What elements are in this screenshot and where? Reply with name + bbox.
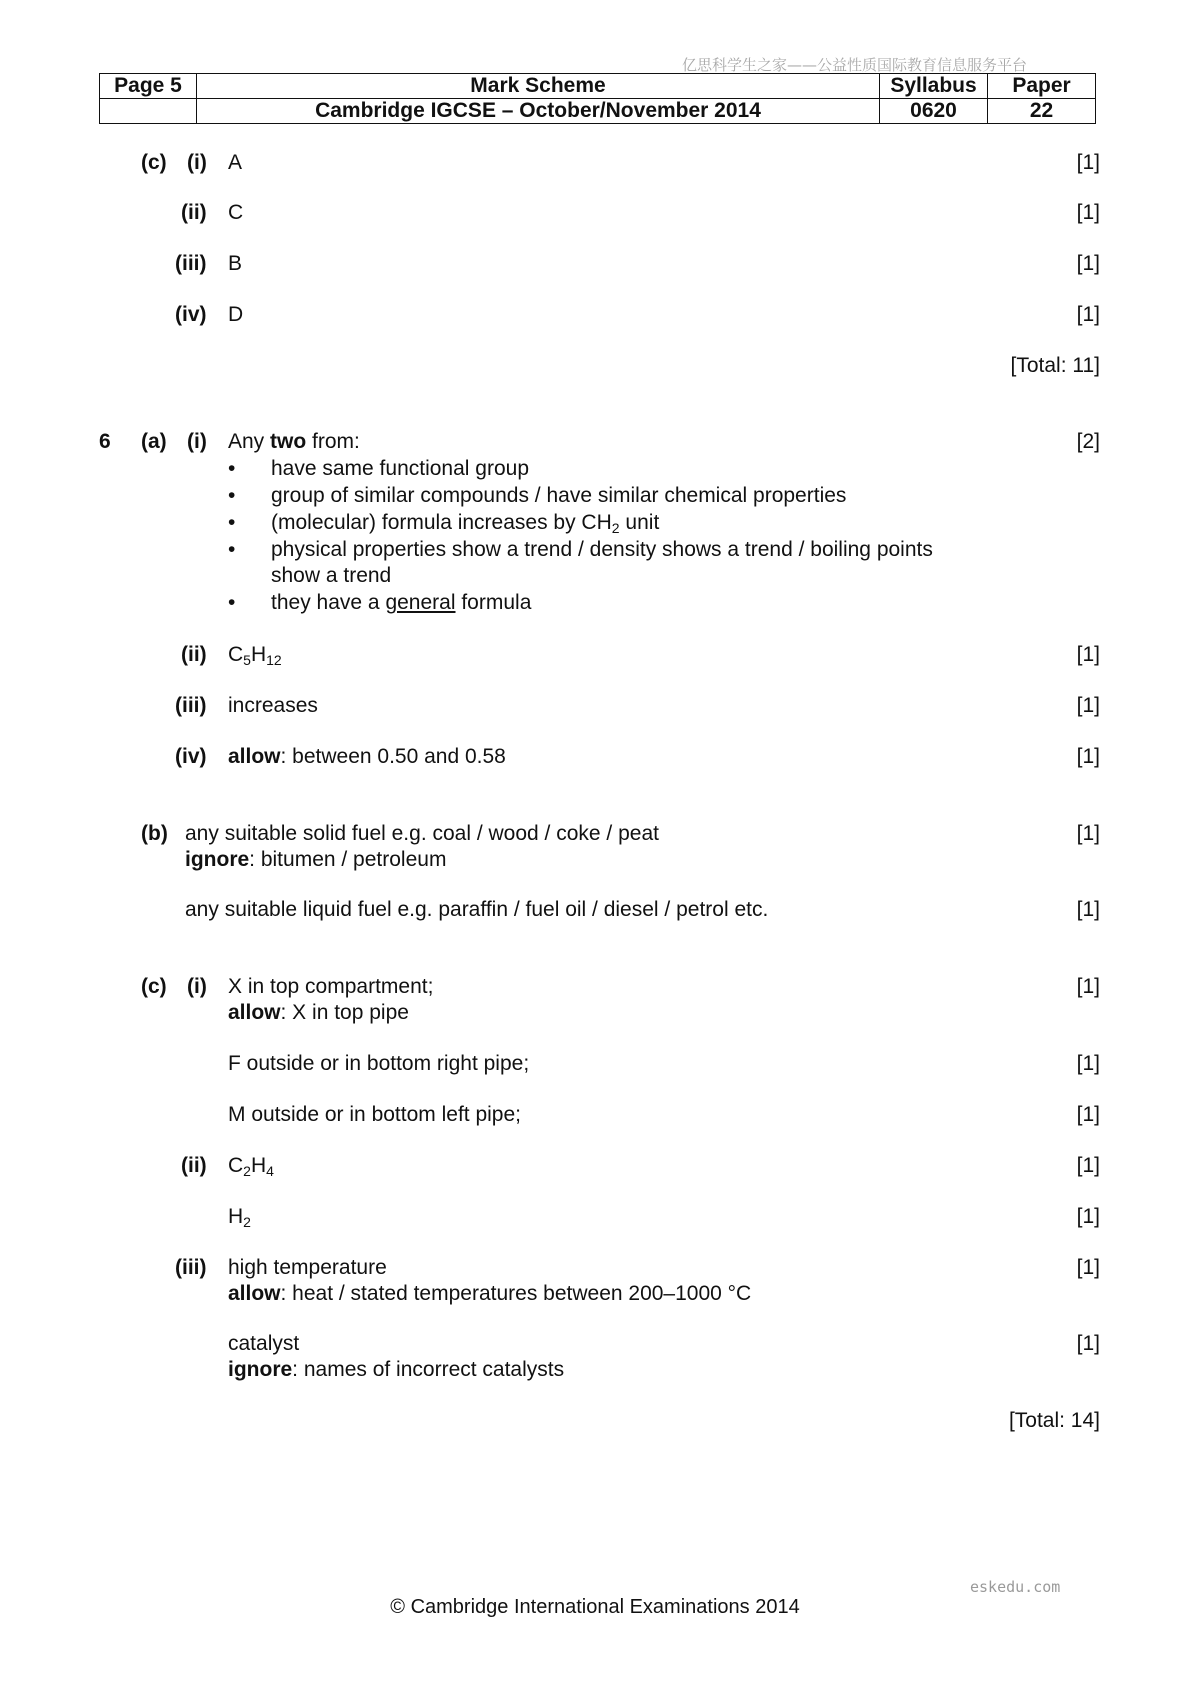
q6a-iv-mark: [1] [1076, 745, 1100, 768]
q5c-iv-label: (iv) [175, 303, 207, 326]
q6a-i-label: (i) [187, 430, 207, 453]
q5c-iv-answer: D [228, 303, 244, 326]
q6a-i-intro-pre: Any [228, 430, 265, 453]
q6c-iii-line2-note [228, 1357, 564, 1383]
q6c-ii-h-sub: 4 [266, 1163, 274, 1179]
q6c-iii-allow: allow [228, 1282, 281, 1305]
q6a-ii-label: (ii) [181, 643, 207, 666]
q6c-ii-c-sub: 2 [243, 1163, 251, 1179]
bullet-icon: • [228, 484, 236, 507]
bullet-icon: • [228, 538, 236, 561]
paper-number: 22 [988, 99, 1096, 124]
q6b-ignore-text: : bitumen / petroleum [249, 848, 447, 871]
q5c-iii-mark: [1] [1076, 252, 1100, 275]
document-subtitle: Cambridge IGCSE – October/November 2014 [197, 99, 880, 124]
q5c-i-label: (i) [187, 151, 207, 174]
q5c-i-mark: [1] [1076, 151, 1100, 174]
q6-total: [Total: 14] [1008, 1409, 1100, 1432]
q6b-line1: any suitable solid fuel e.g. coal / wood / coke / peat [185, 822, 659, 845]
q5-total: [Total: 11] [1010, 354, 1100, 377]
q5c-iii-label: (iii) [175, 252, 207, 275]
q6c-iii-line1: high temperature [228, 1256, 387, 1279]
q6a-ii-mark: [1] [1076, 643, 1100, 666]
q6c-ii-mark1: [1] [1076, 1154, 1100, 1177]
header-empty-cell [100, 99, 197, 124]
q6a-iv-bold: allow [228, 745, 281, 768]
watermark-bottom: eskedu.com [970, 1578, 1061, 1596]
bullet-icon: • [228, 457, 236, 480]
q6b-label: (b) [141, 822, 168, 845]
q5c-ii-label: (ii) [181, 201, 207, 224]
q6a-i-intro-post: from: [312, 430, 360, 453]
q5c-label: (c) [141, 151, 167, 174]
q6c-iii-allow-text: : heat / stated temperatures between 200–1000 °C [280, 1282, 752, 1305]
q5c-ii-answer: C [228, 201, 244, 224]
q6-number: 6 [99, 430, 111, 453]
q5c-i-answer: A [228, 151, 243, 174]
watermark-top: 亿思科学生之家——公益性质国际教育信息服务平台 [682, 56, 1028, 74]
q6b-line2: any suitable liquid fuel e.g. paraffin / fuel oil / diesel / petrol etc. [185, 898, 769, 921]
q6c-iii-line1-note [228, 1281, 751, 1307]
paper-label: Paper [988, 74, 1096, 99]
q6a-i-bullet-1: have same functional group [271, 457, 529, 480]
syllabus-label: Syllabus [880, 74, 988, 99]
q6c-i-label: (i) [187, 975, 207, 998]
q6a-i-bullet-4: physical properties show a trend / density shows a trend / boiling points [271, 538, 933, 561]
q5c-iv-mark: [1] [1076, 303, 1100, 326]
q6a-i-bullet-2: group of similar compounds / have similar chemical properties [271, 484, 847, 507]
q6a-iii-answer: increases [228, 694, 318, 717]
q6c-ii-mark2: [1] [1076, 1205, 1100, 1228]
q6c-i-mark2: [1] [1076, 1052, 1100, 1075]
q6c-i-allow: allow [228, 1001, 281, 1024]
q6a-i-bullet-3-sub: 2 [611, 520, 620, 536]
bullet-icon: • [228, 591, 236, 614]
q6a-ii-h-sub: 12 [266, 652, 282, 668]
q6a-i-bullet-3 [271, 510, 659, 536]
q6c-ii-h: H [250, 1154, 267, 1177]
q6b-mark1: [1] [1076, 822, 1100, 845]
q6a-iii-label: (iii) [175, 694, 207, 717]
q6a-i-bullet-3-text: (molecular) formula increases by CH [271, 511, 612, 534]
q6c-i-line2: F outside or in bottom right pipe; [228, 1052, 530, 1075]
q6a-i-intro-bold: two [270, 430, 307, 453]
q6a-iv-text: : between 0.50 and 0.58 [280, 745, 506, 768]
q6a-i-bullet-5-underline: general [385, 591, 456, 614]
q6c-label: (c) [141, 975, 167, 998]
q6c-i-line1: X in top compartment; [228, 975, 434, 998]
q6c-iii-mark1: [1] [1076, 1256, 1100, 1279]
q6c-iii-label: (iii) [175, 1256, 207, 1279]
bullet-icon: • [228, 511, 236, 534]
q6c-iii-mark2: [1] [1076, 1332, 1100, 1355]
q6c-ii-h2-sub: 2 [243, 1214, 251, 1230]
q6a-iii-mark: [1] [1076, 694, 1100, 717]
q6a-iv-answer [228, 744, 506, 770]
q5c-iii-answer: B [228, 252, 243, 275]
q6a-ii-formula [228, 642, 282, 668]
q6c-ii-h2 [228, 1204, 251, 1230]
q6a-label: (a) [141, 430, 167, 453]
q6a-i-bullet-5-post: formula [461, 591, 532, 614]
q6c-iii-ignore-text: : names of incorrect catalysts [292, 1358, 565, 1381]
q6a-i-mark: [2] [1076, 430, 1100, 453]
q5c-ii-mark: [1] [1076, 201, 1100, 224]
q6c-i-mark3: [1] [1076, 1103, 1100, 1126]
q6c-ii-formula [228, 1153, 274, 1179]
syllabus-code: 0620 [880, 99, 988, 124]
q6a-i-bullet-5-pre: they have a [271, 591, 380, 614]
q6a-ii-c-sub: 5 [243, 652, 251, 668]
q6c-i-allow-text: : X in top pipe [280, 1001, 409, 1024]
q6a-i-bullet-4-line2: show a trend [271, 564, 392, 587]
q6a-i-intro [228, 429, 360, 455]
q6b-mark2: [1] [1076, 898, 1100, 921]
q6b-ignore: ignore [185, 848, 250, 871]
q6a-ii-h: H [250, 643, 267, 666]
q6c-ii-h2-h: H [228, 1205, 244, 1228]
q6c-i-mark1: [1] [1076, 975, 1100, 998]
q6c-ii-label: (ii) [181, 1154, 207, 1177]
q6a-i-bullet-3-post: unit [625, 511, 660, 534]
q6b-line1-note [185, 847, 446, 873]
q6c-i-line1-note [228, 1000, 409, 1026]
q6c-i-line3: M outside or in bottom left pipe; [228, 1103, 521, 1126]
q6a-iv-label: (iv) [175, 745, 207, 768]
document-title: Mark Scheme [197, 74, 880, 99]
q6c-iii-line2: catalyst [228, 1332, 300, 1355]
q6a-i-bullet-5 [271, 590, 531, 616]
header-table [99, 73, 1096, 124]
q6c-ii-c: C [228, 1154, 244, 1177]
footer-copyright: © Cambridge International Examinations 2014 [390, 1596, 800, 1618]
q6c-iii-ignore: ignore [228, 1358, 293, 1381]
page-number: Page 5 [100, 74, 197, 99]
q6a-ii-c: C [228, 643, 244, 666]
